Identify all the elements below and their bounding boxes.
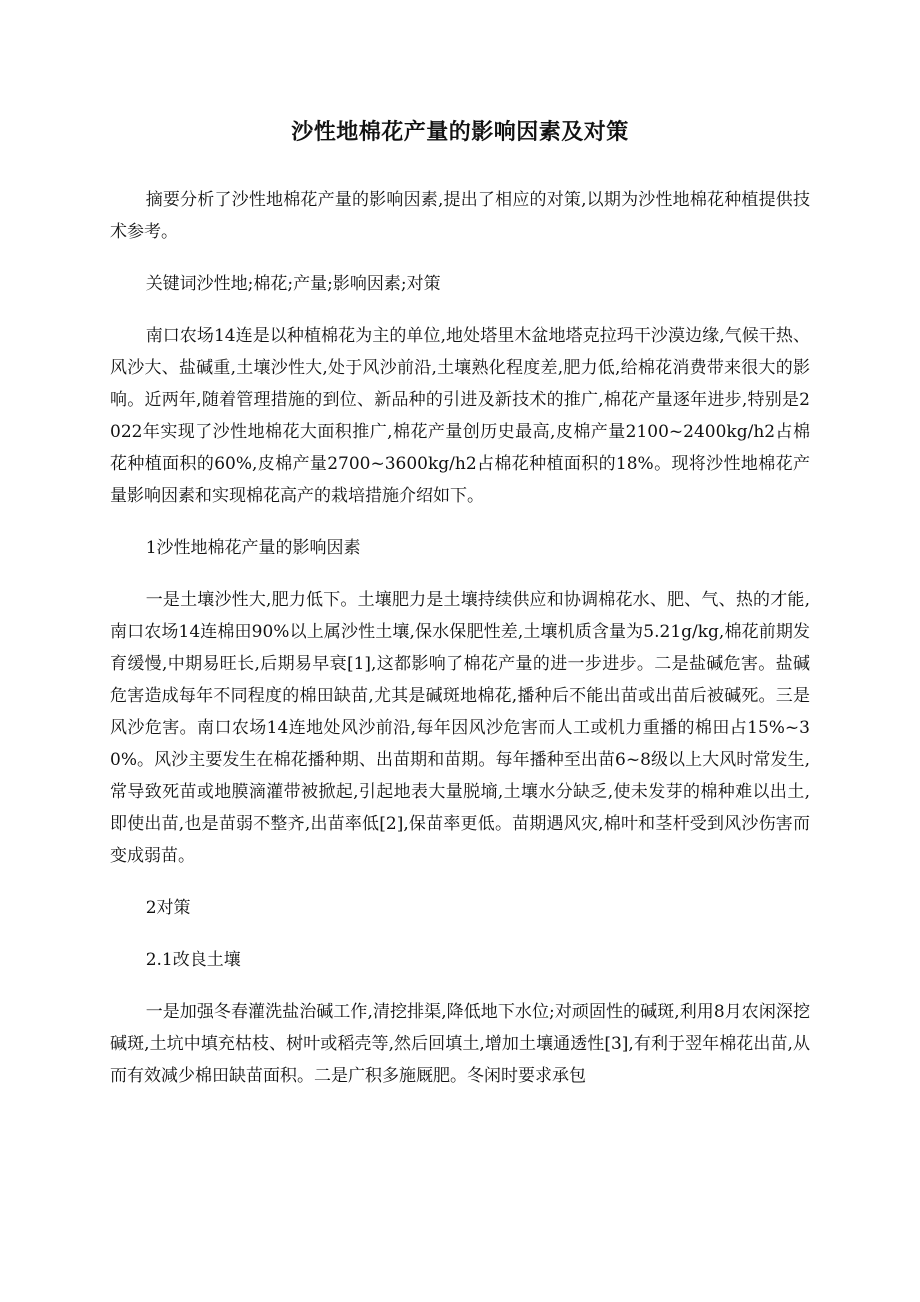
- section-2-1-paragraph: 一是加强冬春灌洗盐治碱工作,清挖排渠,降低地下水位;对顽固性的碱斑,利用8月农闲深挖碱斑,土坑中填充枯枝、树叶或稻壳等,然后回填土,增加土壤通透性[3],有利于翌年棉花出苗,从而有效减少棉田缺苗面积。二是广积多施厩肥。冬闲时要求承包: [110, 1002, 810, 1086]
- section-heading-2: 2对策: [145, 898, 191, 918]
- keywords-paragraph: 关键词沙性地;棉花;产量;影响因素;对策: [145, 274, 441, 294]
- intro-paragraph: 南口农场14连是以种植棉花为主的单位,地处塔里木盆地塔克拉玛干沙漠边缘,气候干热、风沙大、盐碱重,土壤沙性大,处于风沙前沿,土壤熟化程度差,肥力低,给棉花消费带来很大的影响。近两年,随着管理措施的到位、新品种的引进及新技术的推广,棉花产量逐年进步,特别是2022年实现了沙性地棉花大面积推广,棉花产量创历史最高,皮棉产量2100~2400kg/h2占棉花种植面积的60%,皮棉产量2700~3600kg/h2占棉花种植面积的18%。现将沙性地棉花产量影响因素和实现棉花高产的栽培措施介绍如下。: [110, 326, 810, 506]
- document-title: 沙性地棉花产量的影响因素及对策: [291, 119, 629, 145]
- subsection-heading-2-1: 2.1改良土壤: [145, 950, 241, 970]
- section-1-paragraph: 一是土壤沙性大,肥力低下。土壤肥力是土壤持续供应和协调棉花水、肥、气、热的才能,南口农场14连棉田90%以上属沙性土壤,保水保肥性差,土壤机质含量为5.21g/kg,棉花前期发育缓慢,中期易旺长,后期易早衰[1],这都影响了棉花产量的进一步进步。二是盐碱危害。盐碱危害造成每年不同程度的棉田缺苗,尤其是碱斑地棉花,播种后不能出苗或出苗后被碱死。三是风沙危害。南口农场14连地处风沙前沿,每年因风沙危害而人工或机力重播的棉田占15%~30%。风沙主要发生在棉花播种期、出苗期和苗期。每年播种至出苗6~8级以上大风时常发生,常导致死苗或地膜滴灌带被掀起,引起地表大量脱墒,土壤水分缺乏,使未发芽的棉种难以出土,即使出苗,也是苗弱不整齐,出苗率低[2],保苗率更低。苗期遇风灾,棉叶和茎杆受到风沙伤害而变成弱苗。: [110, 590, 810, 866]
- abstract-paragraph: 摘要分析了沙性地棉花产量的影响因素,提出了相应的对策,以期为沙性地棉花种植提供技术参考。: [110, 190, 810, 242]
- section-heading-1: 1沙性地棉花产量的影响因素: [145, 538, 361, 558]
